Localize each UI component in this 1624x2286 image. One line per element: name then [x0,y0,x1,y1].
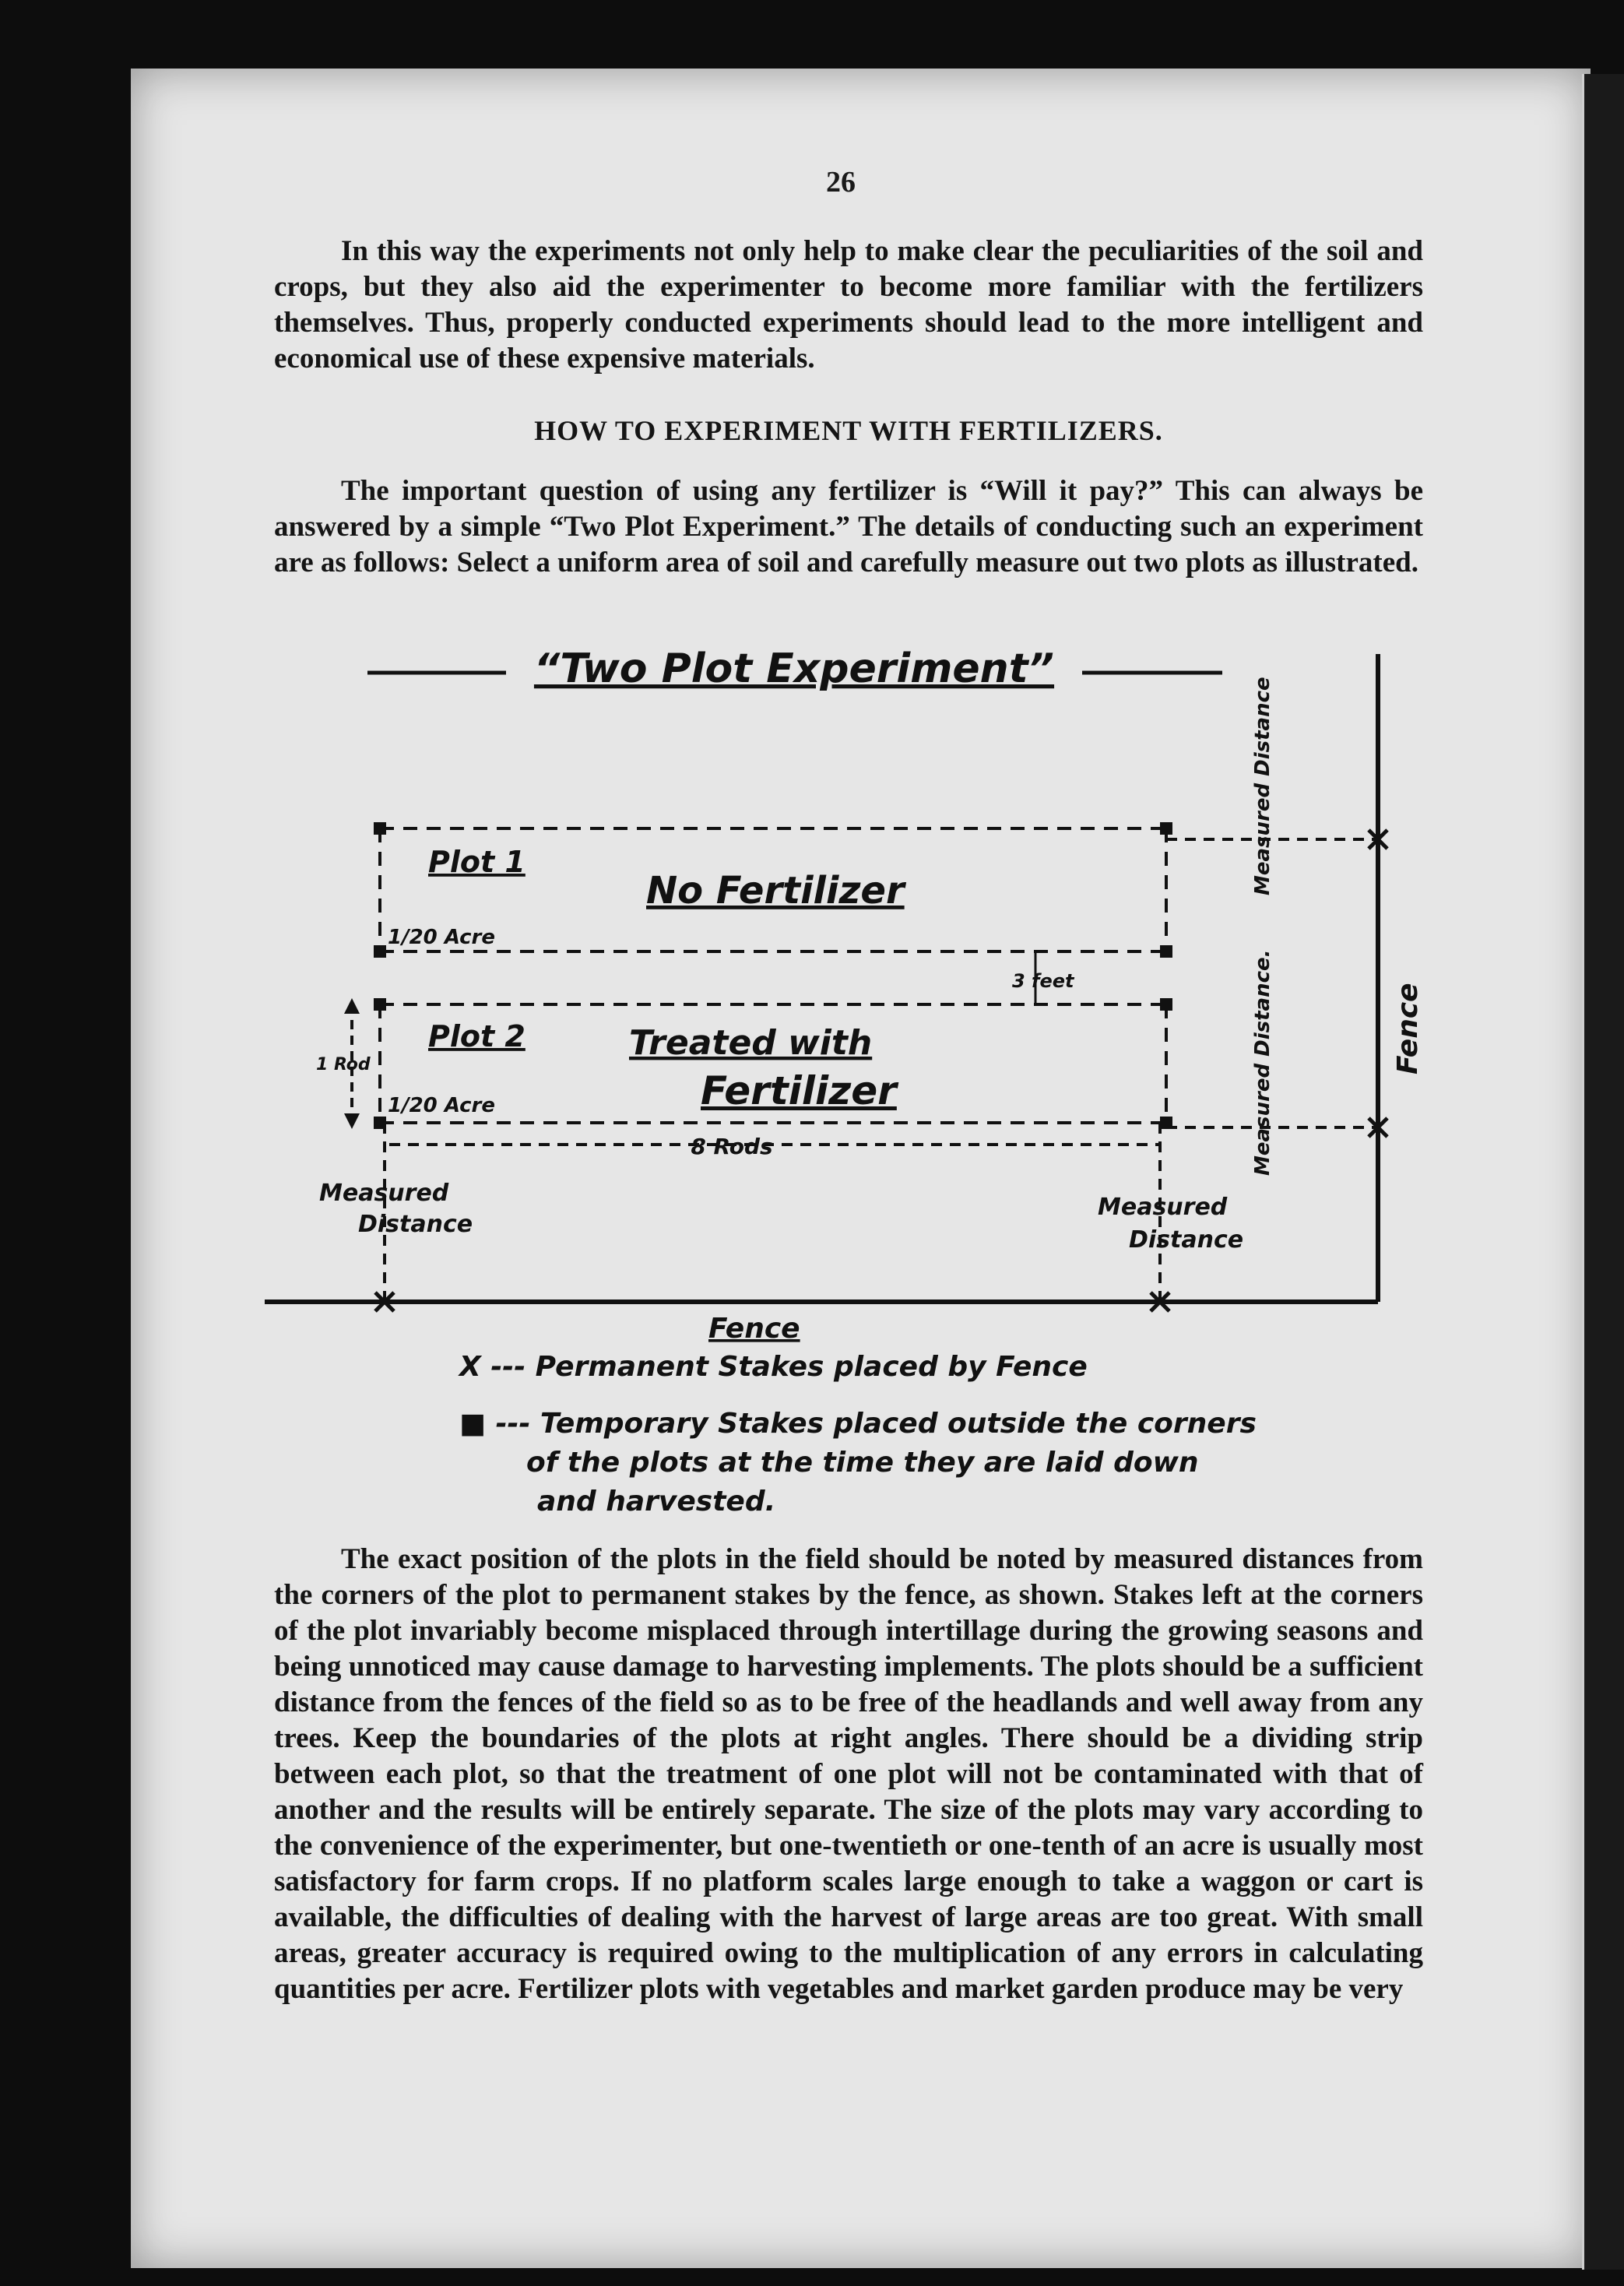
fence-right-label: Fence [1392,983,1424,1074]
fence-bottom-label: Fence [708,1313,800,1345]
plot2-width: 1 Rod [316,1055,371,1074]
legend-permanent [459,1351,1088,1383]
temporary-stake-symbol: ■ [459,1408,487,1440]
plot2-area: 1/20 Acre [388,1094,496,1117]
two-plot-diagram [257,638,1448,1345]
measured-vertical-top: Measured Distance [1251,677,1274,895]
section-heading: HOW TO EXPERIMENT WITH FERTILIZERS. [534,415,1163,446]
intro-paragraph: In this way the experiments not only help to make clear the peculiarities of the soil and crops, but they also aid the experimenter to become more familiar with the fertilizers themselves. Thus, properly conducted experiments should lead to the more intelligent and economical use of these expensive materials. [274,235,1423,375]
plot1-label: Plot 1 [428,845,526,879]
plot2-treatment-line2: Fertilizer [701,1068,897,1113]
body-paragraph: The exact position of the plots in the field should be noted by measured distances from the corners of the plot to permanent stakes by the fence, as shown. Stakes left at the corners of the plot invariably become misplaced through intertillage during the growing seasons and being unnoticed may cause damage to harvesting implements. The plots should be a sufficient distance from the fences of the field so as to be free of the headlands and well away from any trees. Keep the boundaries of the plots at right angles. There should be a dividing strip between each plot, so that the treatment of one plot will not be contaminated with that of another and the results will be entirely separate. The size of the plots may vary according to the convenience of the experimenter, but one-twentieth or one-tenth of an acre is usually most satisfactory for farm crops. If no platform scales large enough to take a waggon or cart is available, the difficulties of dealing with the harvest of large areas are too great. With small areas, greater accuracy is required owing to the multiplication of any errors in calculating quantities per acre. Fertilizer plots with vegetables and market garden produce may be very [274,1543,1423,2005]
permanent-stake-text: --- Permanent Stakes placed by Fence [490,1351,1088,1383]
plot2-treatment-line1: Treated with [629,1023,873,1063]
measured-left-line1: Measured [319,1180,449,1207]
next-page-edge [1582,74,1624,2270]
temporary-stake-text-line1: --- Temporary Stakes placed outside the corners [495,1408,1257,1440]
legend-temporary [459,1408,1257,1440]
plot1-area: 1/20 Acre [388,926,496,949]
rod-arrow-head-down [344,1113,360,1129]
legend-temporary-line2: of the plots at the time they are laid down [526,1447,1199,1479]
page-number: 26 [826,166,856,199]
plot1-treatment: No Fertilizer [646,869,905,913]
gap-label: 3 feet [1012,970,1074,992]
plot2-label: Plot 2 [428,1019,526,1053]
measured-right-line1: Measured [1098,1194,1228,1221]
measured-vertical-bottom: Measured Distance. [1251,949,1274,1176]
section-paragraph: The important question of using any fertilizer is “Will it pay?” This can always be answered by a simple “Two Plot Experiment.” The details of conducting such an experiment are as follows: Select a uniform area of soil and carefully measure out two plots as illustrated. [274,475,1423,579]
length-label: 8 Rods [691,1134,773,1159]
diagram-title: “Two Plot Experiment” [533,645,1055,692]
permanent-stake-symbol: X [459,1351,481,1383]
rod-arrow-head-up [344,998,360,1014]
legend-temporary-line3: and harvested. [537,1486,776,1518]
measured-right-line2: Distance [1129,1226,1244,1254]
measured-left-line2: Distance [358,1211,473,1238]
